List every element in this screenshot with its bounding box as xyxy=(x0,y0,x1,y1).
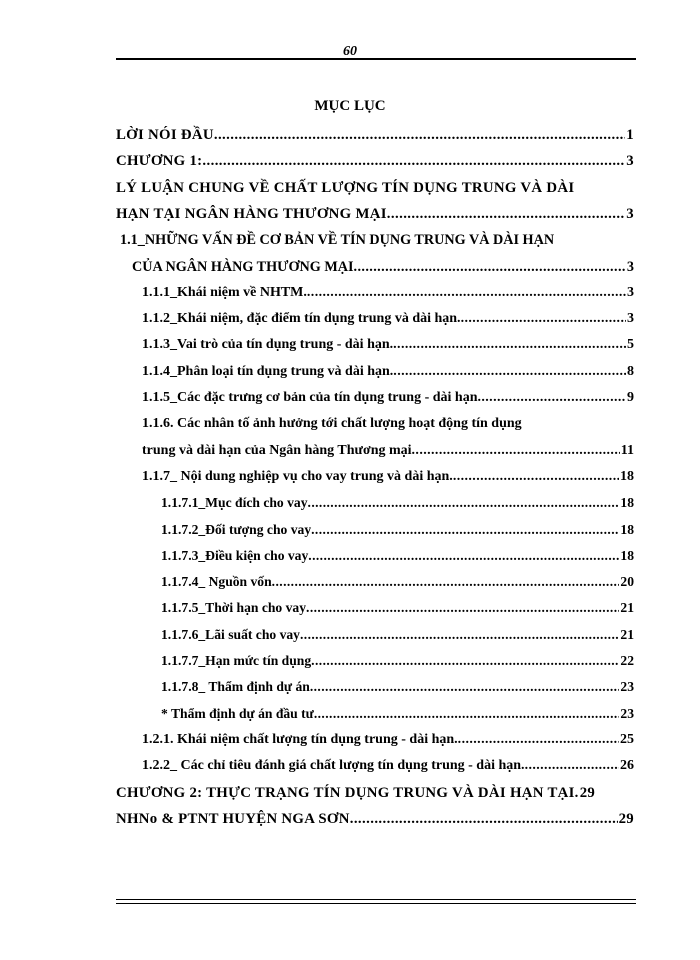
toc-entry-text: CHƯƠNG 2: THỰC TRẠNG TÍN DỤNG TRUNG VÀ DÀI HẠN TẠI. xyxy=(116,784,579,801)
toc-entry-page: 26 xyxy=(620,758,634,774)
toc-entry-text: 1.1.7.4_ Nguồn vốn xyxy=(161,574,272,590)
toc-entry-text: 1.1.7.2_Đối tượng cho vay xyxy=(161,521,312,537)
toc-entry xyxy=(116,543,634,569)
toc-dot-leader xyxy=(525,753,619,779)
toc-title: MỤC LỤC xyxy=(314,98,386,114)
toc-entry xyxy=(116,411,634,437)
toc-entry-text: 1.1.7_ Nội dung nghiệp vụ cho vay trung và dài hạn. xyxy=(142,468,453,484)
page-number: 60 xyxy=(343,44,357,59)
toc-entry-text: 1.1.1_Khái niệm về NHTM. xyxy=(142,284,307,300)
toc-entry xyxy=(116,175,634,201)
toc-dot-leader xyxy=(300,622,619,648)
toc-dot-leader xyxy=(306,595,619,621)
toc-entry-page: 29 xyxy=(579,784,596,801)
toc-entry-page: 18 xyxy=(620,495,634,511)
toc-entry xyxy=(116,280,634,306)
toc-dot-leader xyxy=(354,254,626,280)
toc-entry-text: LỜI NÓI ĐẦU xyxy=(116,127,214,143)
toc-entry-page: 18 xyxy=(620,547,634,563)
toc-entry-text: NHNo & PTNT HUYỆN NGA SƠN xyxy=(116,810,350,827)
toc-entry-text: trung và dài hạn của Ngân hàng Thương mại xyxy=(142,442,412,458)
toc-entry-text: 1.2.1. Khái niệm chất lượng tín dụng trung - dài hạn. xyxy=(142,731,458,747)
toc-entry-text: 1.1.6. Các nhân tố ảnh hưởng tới chất lượng hoạt động tín dụng xyxy=(142,416,522,432)
toc-entry xyxy=(116,359,634,385)
toc-dot-leader xyxy=(461,306,626,332)
toc-entry xyxy=(116,122,634,148)
toc-entry-text: CHƯƠNG 1: xyxy=(116,153,203,170)
toc-entry-page: 3 xyxy=(627,311,634,327)
toc-entry xyxy=(116,806,634,832)
toc-entry xyxy=(116,780,634,806)
toc-entry xyxy=(116,595,634,621)
toc-dot-leader xyxy=(311,648,619,674)
toc-dot-leader xyxy=(214,122,625,148)
toc-dot-leader xyxy=(387,201,626,227)
toc-entry xyxy=(116,438,634,464)
toc-dot-leader xyxy=(453,464,619,490)
toc-entry-text: 1.1.7.1_Mục đích cho vay xyxy=(161,495,308,511)
toc-entry-page: 21 xyxy=(620,600,634,616)
toc-dot-leader xyxy=(477,385,626,411)
toc-entry-page: 3 xyxy=(627,284,634,300)
toc-entry xyxy=(116,490,634,516)
toc-entry-text: 1.1.4_Phân loại tín dụng trung và dài hạn. xyxy=(142,363,394,379)
toc-entry-text: * Thẩm định dự án đầu tư xyxy=(161,705,314,721)
toc-entry-page: 3 xyxy=(626,205,634,222)
toc-entry-text: 1.1.3_Vai trò của tín dụng trung - dài hạn. xyxy=(142,337,394,353)
toc-entry-text: 1.1.7.7_Hạn mức tín dụng xyxy=(161,653,312,668)
toc-entry-text: 1.1.7.3_Điều kiện cho vay xyxy=(161,547,309,563)
toc-entry-page: 18 xyxy=(620,521,634,537)
toc-entry xyxy=(116,569,634,595)
toc-entry-page: 20 xyxy=(620,574,634,590)
toc-dot-leader xyxy=(412,438,620,464)
toc-entry-page: 22 xyxy=(620,653,634,668)
toc-entry-page: 23 xyxy=(620,705,634,721)
footer-rule xyxy=(116,899,636,900)
toc-entry xyxy=(116,254,634,280)
toc-dot-leader xyxy=(314,701,620,727)
toc-entry-page: 25 xyxy=(620,731,634,747)
toc-dot-leader xyxy=(308,490,620,516)
toc-entry-page: 1 xyxy=(626,127,634,143)
toc-entry-text: 1.1_NHỮNG VẤN ĐỀ CƠ BẢN VỀ TÍN DỤNG TRUNG VÀ DÀI HẠN xyxy=(120,232,555,249)
toc-entry xyxy=(116,148,634,174)
footer-rule xyxy=(116,903,636,904)
toc-entry-text: CỦA NGÂN HÀNG THƯƠNG MẠI xyxy=(132,258,354,275)
toc-entry-page: 23 xyxy=(620,679,634,695)
toc-dot-leader xyxy=(350,806,618,832)
toc-entry-page: 18 xyxy=(620,468,634,484)
toc-entry-page: 29 xyxy=(618,810,634,827)
toc-dot-leader xyxy=(458,727,619,753)
toc-entry-text: 1.2.2_ Các chỉ tiêu đánh giá chất lượng tín dụng trung - dài hạn. xyxy=(142,758,525,774)
toc-entry xyxy=(116,753,634,779)
toc-entry-page: 21 xyxy=(620,626,634,642)
toc-entry-text: 1.1.7.5_Thời hạn cho vay xyxy=(161,600,307,616)
toc-entry-page: 8 xyxy=(627,363,634,379)
toc-entry-page: 9 xyxy=(627,390,634,405)
toc-entry xyxy=(116,332,634,358)
toc-entry-text: LÝ LUẬN CHUNG VỀ CHẤT LƯỢNG TÍN DỤNG TRUNG VÀ DÀI xyxy=(116,179,575,196)
toc-dot-leader xyxy=(311,517,619,543)
toc-dot-leader xyxy=(272,569,620,595)
toc-entry-text: 1.1.7.8_ Thẩm định dự án xyxy=(161,679,310,695)
toc-dot-leader xyxy=(393,359,626,385)
toc-entry-page: 3 xyxy=(626,258,634,275)
toc-dot-leader xyxy=(310,674,620,700)
toc-entry-page: 11 xyxy=(620,442,634,458)
toc-dot-leader xyxy=(393,332,626,358)
toc-entry xyxy=(116,306,634,332)
toc-entry xyxy=(116,385,634,411)
toc-dot-leader xyxy=(307,280,626,306)
toc-entry xyxy=(116,674,634,700)
toc-dot-leader xyxy=(308,543,619,569)
toc-entry xyxy=(116,201,634,227)
header-rule xyxy=(116,58,636,60)
toc-dot-leader xyxy=(202,148,625,174)
toc-entry xyxy=(116,622,634,648)
toc-entry xyxy=(116,701,634,727)
toc-entry-text: 1.1.7.6_Lãi suất cho vay xyxy=(161,626,300,642)
toc-entry xyxy=(116,648,634,674)
toc-entry xyxy=(116,727,634,753)
toc-entry xyxy=(116,464,634,490)
toc-entry-text: HẠN TẠI NGÂN HÀNG THƯƠNG MẠI xyxy=(116,205,387,222)
toc-entry-text: 1.1.2_Khái niệm, đặc điểm tín dụng trung và dài hạn. xyxy=(142,311,461,327)
toc-entry-page: 5 xyxy=(627,337,634,353)
toc-entry xyxy=(116,517,634,543)
toc-entry-text: 1.1.5_Các đặc trưng cơ bản của tín dụng trung - dài hạn xyxy=(142,390,478,405)
toc-entry-page: 3 xyxy=(626,153,634,170)
toc-entry xyxy=(116,227,634,253)
